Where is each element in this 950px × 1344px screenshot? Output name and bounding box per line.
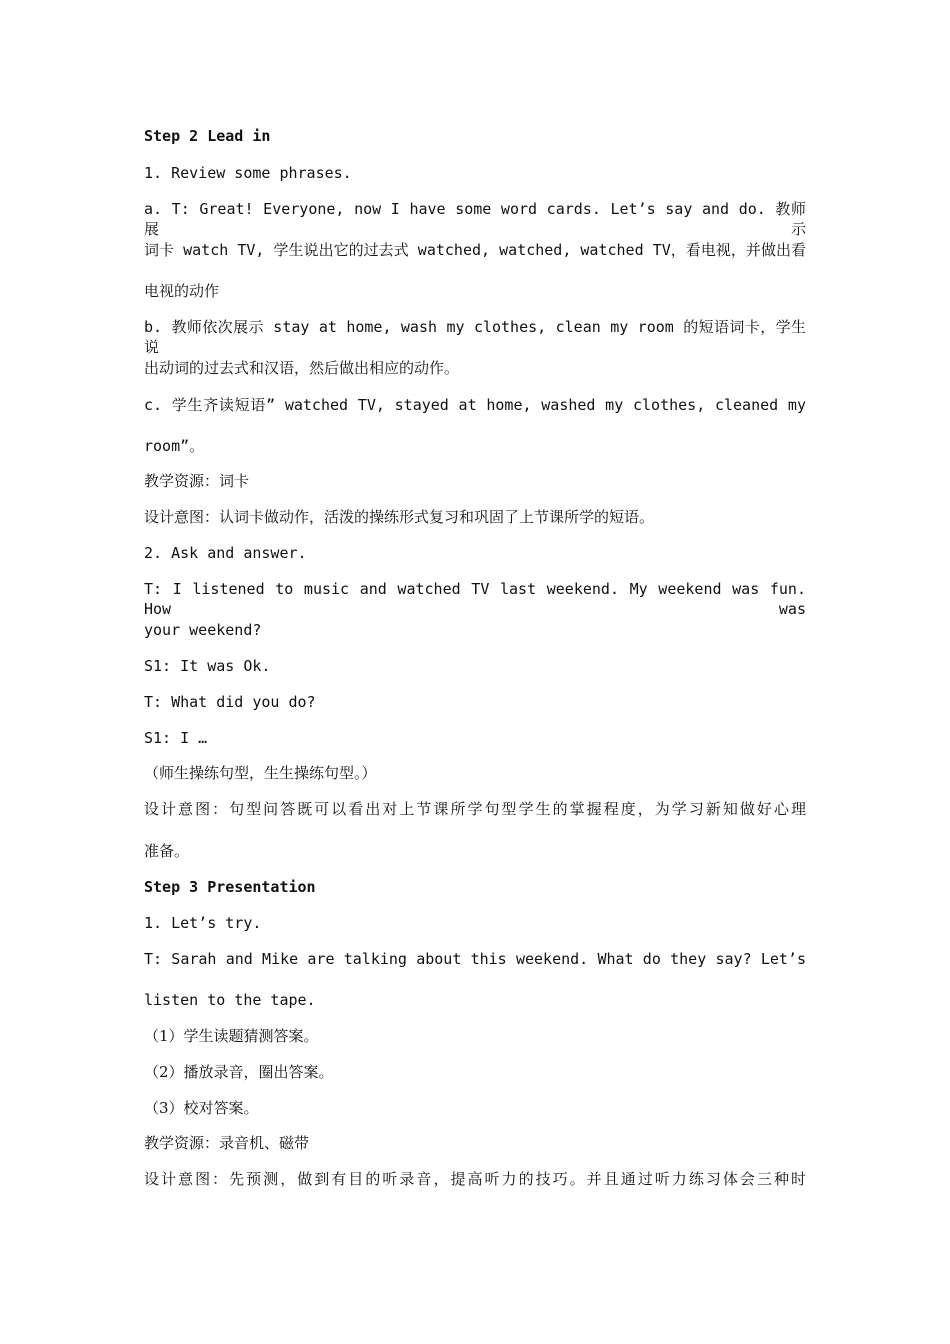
teaching-resource-2: 教学资源：录音机、磁带	[144, 1134, 310, 1152]
design-intent-2-line1: 设计意图：句型问答既可以看出对上节课所学句型学生的掌握程度，为学习新知做好心理	[144, 800, 806, 818]
design-intent-1: 设计意图：认词卡做动作，活泼的操练形式复习和巩固了上节课所学的短语。	[144, 508, 655, 526]
paragraph-a-line3: 电视的动作	[144, 282, 220, 300]
step3-heading: Step 3 Presentation	[144, 878, 316, 896]
paragraph-a-line2: 词卡 watch TV, 学生说出它的过去式 watched, watched, watched TV，看电视，并做出看	[144, 241, 806, 259]
paragraph-a-line1: a. T: Great! Everyone, now I have some word cards. Let’s say and do. 教师展示	[144, 200, 806, 238]
item-ask-and-answer: 2. Ask and answer.	[144, 544, 307, 562]
step-check-answers: （3）校对答案。	[144, 1099, 259, 1117]
step-play-tape: （2）播放录音，圈出答案。	[144, 1063, 334, 1081]
paragraph-c-line1: c. 学生齐读短语” watched TV, stayed at home, washed my clothes, cleaned my	[144, 396, 806, 414]
presentation-t-line2: listen to the tape.	[144, 991, 316, 1009]
step-guess-answers: （1）学生读题猜测答案。	[144, 1027, 319, 1045]
dialog-s1-reply: S1: I …	[144, 729, 208, 747]
design-intent-2-line2: 准备。	[144, 842, 190, 860]
step2-heading: Step 2 Lead in	[144, 127, 271, 145]
paragraph-c-line2: room”。	[144, 437, 205, 455]
dialog-t-line2: your weekend?	[144, 621, 262, 639]
teaching-resource-1: 教学资源：词卡	[144, 472, 250, 490]
dialog-t-line1: T: I listened to music and watched TV last weekend. My weekend was fun. How was	[144, 580, 806, 618]
design-intent-3: 设计意图：先预测，做到有目的听录音，提高听力的技巧。并且通过听力练习体会三种时	[144, 1170, 806, 1188]
practice-note: （师生操练句型，生生操练句型。）	[144, 764, 377, 782]
dialog-t-question: T: What did you do?	[144, 693, 316, 711]
paragraph-b-line2: 出动词的过去式和汉语，然后做出相应的动作。	[144, 359, 460, 377]
dialog-s1-answer: S1: It was Ok.	[144, 657, 271, 675]
presentation-t-line1: T: Sarah and Mike are talking about this weekend. What do they say? Let’s	[144, 950, 806, 968]
paragraph-b-line1: b. 教师依次展示 stay at home, wash my clothes, clean my room 的短语词卡，学生说	[144, 318, 806, 356]
item-lets-try: 1. Let’s try.	[144, 914, 262, 932]
item-review-phrases: 1. Review some phrases.	[144, 164, 352, 182]
